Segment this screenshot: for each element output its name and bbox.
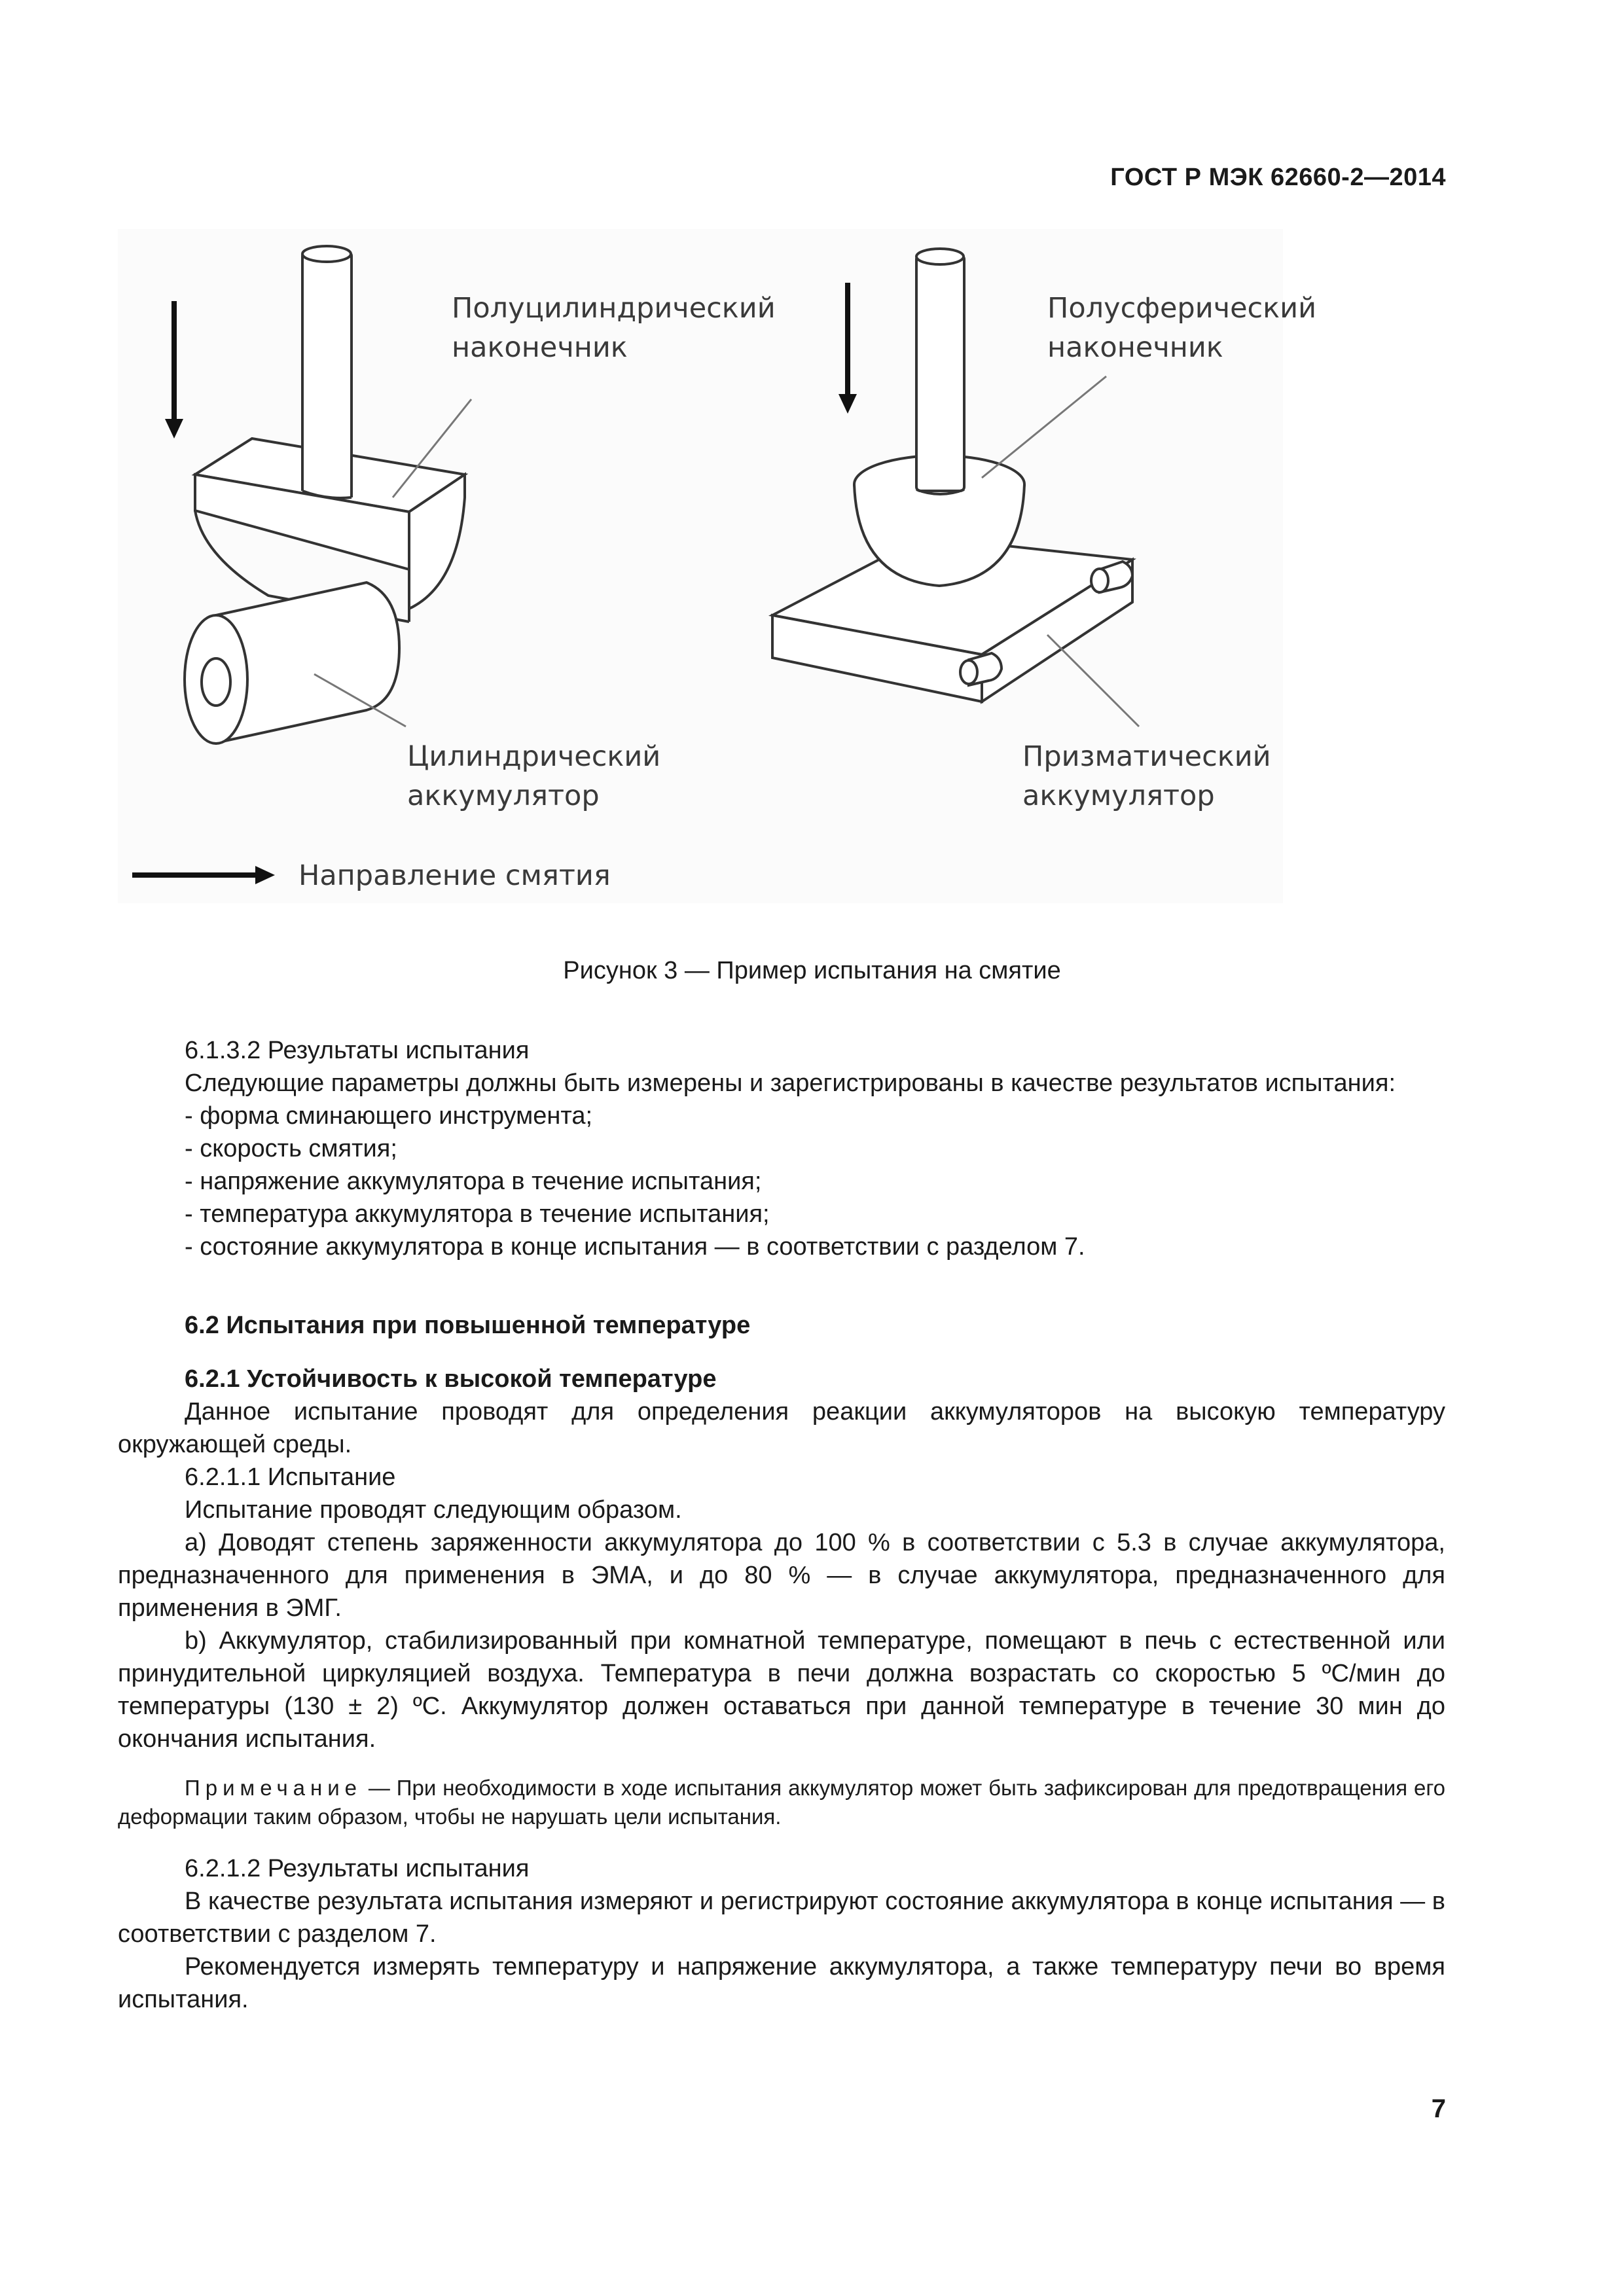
section-6211-item-b: b) Аккумулятор, стабилизированный при комнатной температуре, помещают в печь с естественной или принудительной циркуляцией воздуха. Температура в печи должна возрастать со скоростью 5 ºС/мин до температуры (130 ± 2) ºС. Аккумулятор должен оставаться при данной температуре в течение 30 мин до окончания испытания.	[118, 1627, 1445, 1753]
section-6212	[118, 1852, 1445, 2016]
note-label: Примечание	[185, 1776, 363, 1800]
section-6132	[118, 1034, 1445, 1263]
figure-caption: Рисунок 3 — Пример испытания на смятие	[563, 957, 1061, 984]
page-number: 7	[1431, 2094, 1446, 2123]
section-6212-title: 6.2.1.2 Результаты испытания	[185, 1855, 530, 1882]
label-hemisphere-1: Полусферический	[1047, 292, 1317, 325]
label-prism-battery-1: Призматический	[1022, 740, 1271, 773]
label-cyl-battery-2: аккумулятор	[407, 780, 600, 812]
section-62	[118, 1309, 1445, 1342]
section-6132-title: 6.1.3.2 Результаты испытания	[185, 1037, 530, 1064]
label-half-cylinder-2: наконечник	[452, 331, 628, 364]
list-item: - скорость смятия;	[185, 1135, 397, 1162]
list-item: - форма сминающего инструмента;	[185, 1102, 593, 1130]
label-cyl-battery-1: Цилиндрический	[407, 740, 661, 773]
section-6211-item-a: a) Доводят степень заряженности аккумулятора до 100 % в соответствии с 5.3 в случае аккумулятора, предназначенного для применения в ЭМА, и до 80 % — в случае аккумулятора, предназначенного для применения в ЭМГ.	[118, 1529, 1445, 1622]
note	[118, 1774, 1445, 1831]
label-hemisphere-2: наконечник	[1047, 331, 1223, 364]
section-6212-text1: В качестве результата испытания измеряют и регистрируют состояние аккумулятора в конце испытания — в соответствии с разделом 7.	[118, 1888, 1445, 1948]
standard-header: ГОСТ Р МЭК 62660-2—2014	[1110, 164, 1446, 191]
list-item: - состояние аккумулятора в конце испытания — в соответствии с разделом 7.	[185, 1233, 1085, 1261]
section-6132-intro: Следующие параметры должны быть измерены и зарегистрированы в качестве результатов испытания:	[185, 1069, 1396, 1097]
label-half-cylinder-1: Полуцилиндрический	[452, 292, 776, 325]
section-6212-text2: Рекомендуется измерять температуру и напряжение аккумулятора, а также температуру печи во время испытания.	[118, 1953, 1445, 2013]
label-direction: Направление смятия	[298, 859, 611, 892]
note-block	[118, 1774, 1445, 1831]
list-item: - температура аккумулятора в течение испытания;	[185, 1200, 770, 1228]
section-6211-intro: Испытание проводят следующим образом.	[185, 1496, 682, 1524]
section-62-title: 6.2 Испытания при повышенной температуре	[185, 1312, 751, 1339]
section-621-text: Данное испытание проводят для определения реакции аккумуляторов на высокую температуру окружающей среды.	[118, 1398, 1445, 1458]
section-621-title: 6.2.1 Устойчивость к высокой температуре	[185, 1365, 717, 1393]
section-621	[118, 1363, 1445, 1755]
label-prism-battery-2: аккумулятор	[1022, 780, 1215, 812]
crush-test-figure	[118, 229, 1317, 903]
section-6211-title: 6.2.1.1 Испытание	[185, 1463, 396, 1491]
note-text: — При необходимости в ходе испытания аккумулятор может быть зафиксирован для предотвращения его деформации таким образом, чтобы не нарушать цели испытания.	[118, 1776, 1445, 1829]
list-item: - напряжение аккумулятора в течение испытания;	[185, 1168, 762, 1195]
